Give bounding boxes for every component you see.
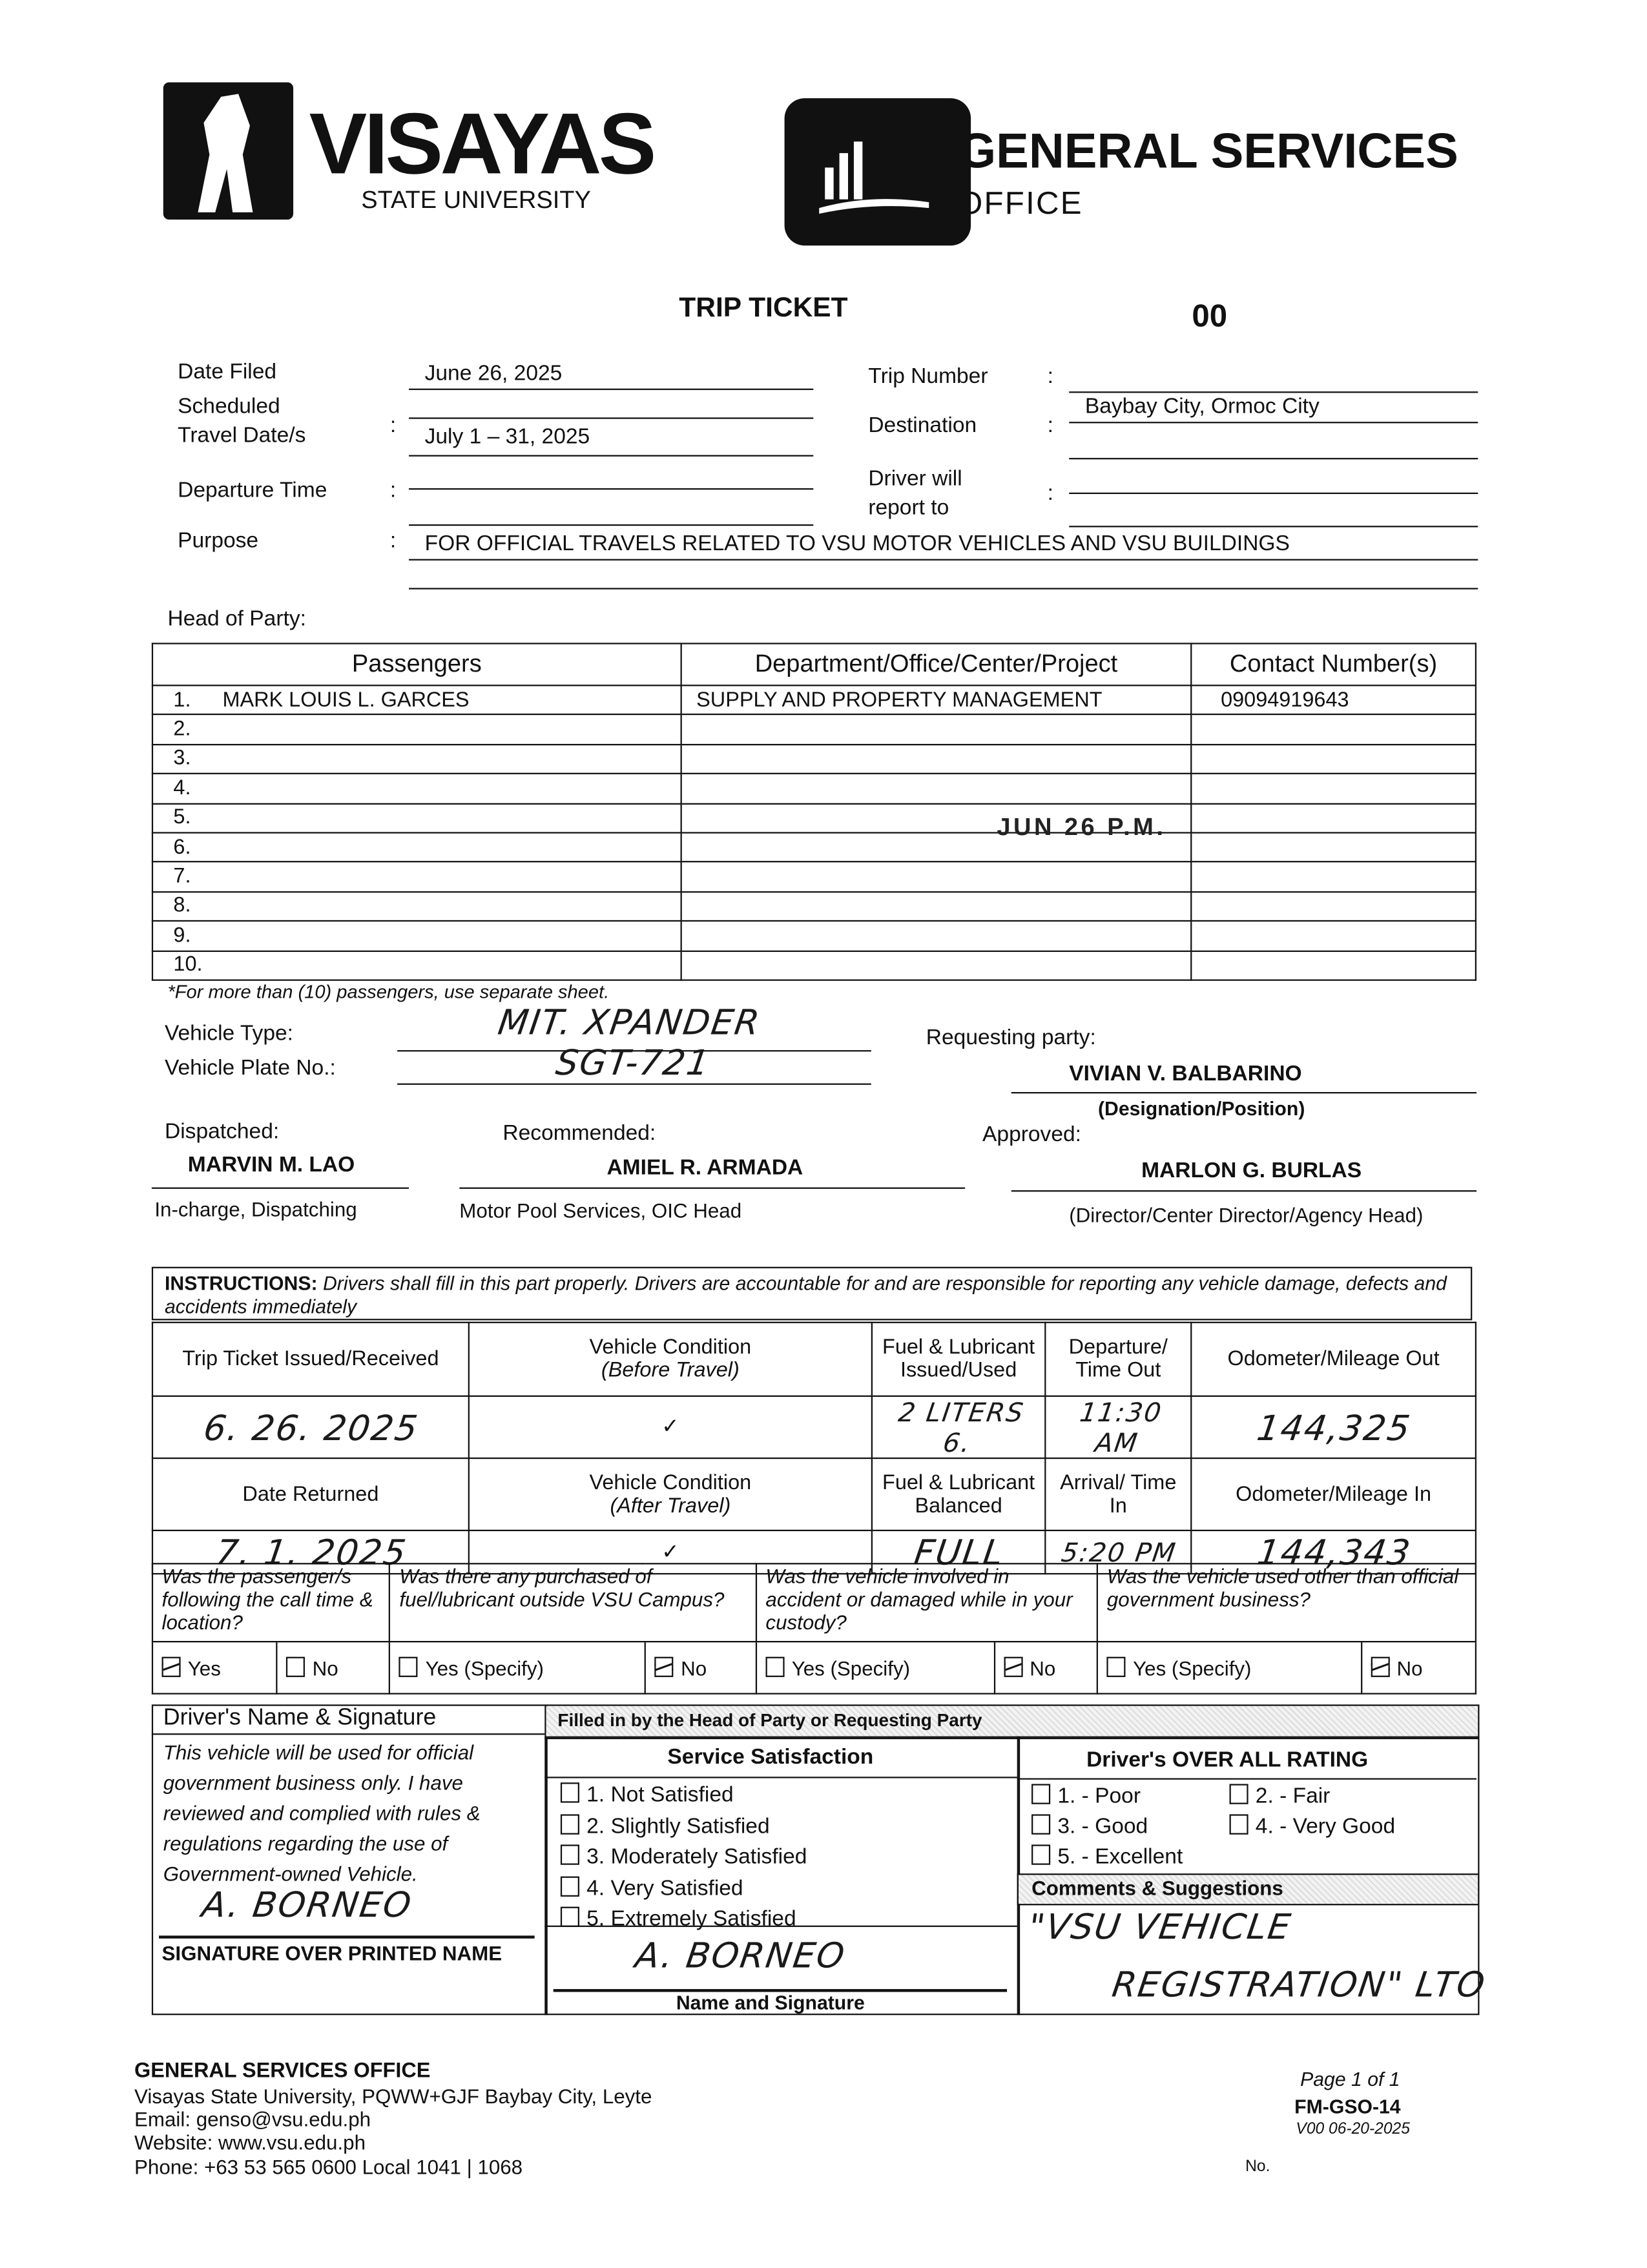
satisfaction-options: [561, 1780, 807, 1935]
option-label: 5. - Excellent: [1057, 1844, 1183, 1870]
ticket-number: 00: [1192, 297, 1228, 334]
instructions-label: INSTRUCTIONS:: [164, 1272, 318, 1295]
torch-figure-icon: [163, 82, 293, 219]
passenger-row: [152, 832, 1476, 862]
driver-report-label-2: report to: [868, 495, 949, 521]
departure-time-field[interactable]: [409, 488, 813, 490]
office-title: GENERAL SERVICES: [957, 124, 1458, 180]
row-number: 3.: [173, 747, 191, 771]
dispatched-label: Dispatched:: [164, 1119, 280, 1144]
passenger-cell[interactable]: [152, 803, 681, 833]
scheduled-label: Scheduled: [178, 394, 280, 419]
footer-address: Visayas State University, PQWW+GJF Baybay City, Leyte: [134, 2084, 652, 2108]
checkbox-icon[interactable]: [561, 1844, 579, 1864]
col-department: Department/Office/Center/Project: [681, 643, 1192, 685]
label: (After Travel): [610, 1494, 731, 1518]
condition-before-header: [469, 1323, 872, 1396]
odometer-out-value[interactable]: 144,325: [1186, 1396, 1480, 1458]
question-3-yes-option[interactable]: [756, 1642, 995, 1694]
time-in-header: Arrival/ Time In: [1045, 1458, 1191, 1531]
odometer-in-value[interactable]: 144,343: [1188, 1531, 1479, 1574]
rating-option[interactable]: [1230, 1814, 1396, 1839]
received-stamp: JUN 26 P.M.: [997, 813, 1166, 841]
divider: [409, 417, 813, 418]
issued-value[interactable]: 6. 26. 2025: [148, 1396, 473, 1458]
recommended-name: AMIEL R. ARMADA: [606, 1155, 803, 1180]
satisfaction-option[interactable]: [561, 1842, 807, 1873]
checkbox-icon[interactable]: [399, 1656, 418, 1676]
question-2-yes-option[interactable]: [390, 1642, 646, 1694]
option-label: Yes (Specify): [1133, 1656, 1252, 1680]
colon: :: [1047, 364, 1054, 389]
divider: [544, 1926, 1017, 1927]
satisfaction-title: Service Satisfaction: [667, 1745, 874, 1770]
contact-cell[interactable]: [1191, 832, 1476, 862]
label: Vehicle Condition: [589, 1471, 752, 1494]
option-label: No: [681, 1656, 707, 1680]
row-number: 1.: [173, 688, 191, 712]
divider: [152, 1733, 544, 1735]
question-4-no-option[interactable]: [1362, 1642, 1476, 1694]
condition-after-check[interactable]: ✓: [469, 1531, 872, 1574]
travel-dates-line: [409, 455, 813, 457]
footer-office: GENERAL SERVICES OFFICE: [134, 2059, 431, 2083]
divider: [1017, 1778, 1476, 1780]
university-name: VISAYAS: [309, 95, 654, 192]
divider: [459, 1188, 965, 1189]
passenger-row: [152, 892, 1476, 922]
office-subtitle: OFFICE: [957, 185, 1083, 222]
row-number: 6.: [173, 836, 191, 860]
driver-header: Driver's Name & Signature: [163, 1706, 437, 1731]
option-label: 1. - Poor: [1057, 1784, 1141, 1809]
passenger-row: [152, 921, 1476, 951]
checkbox-icon[interactable]: [765, 1656, 784, 1676]
checkbox-icon[interactable]: [162, 1656, 181, 1676]
checkbox-icon[interactable]: [286, 1656, 305, 1676]
odometer-in-header: Odometer/Mileage In: [1191, 1458, 1476, 1531]
row-number: 5.: [173, 806, 191, 830]
rating-title: Driver's OVER ALL RATING: [1086, 1747, 1369, 1773]
form-version: V00 06-20-2025: [1296, 2120, 1410, 2138]
colon: :: [1047, 480, 1054, 506]
passenger-row: [152, 774, 1476, 803]
page-title: TRIP TICKET: [679, 293, 848, 324]
purpose-line: [409, 559, 1478, 561]
vehicle-type-value[interactable]: MIT. XPANDER: [495, 1002, 763, 1043]
checkbox-icon[interactable]: [1230, 1784, 1248, 1804]
question-text: Was the vehicle involved in accident or damaged while in your custody?: [756, 1563, 1097, 1642]
approved-role: (Director/Center Director/Agency Head): [1069, 1203, 1424, 1227]
question-text: Was the vehicle used other than official government business?: [1097, 1563, 1476, 1642]
divider: [159, 1935, 535, 1938]
time-out-value[interactable]: 11:30 AM: [1041, 1396, 1196, 1458]
row-number: 2.: [173, 717, 191, 741]
divider: [152, 1188, 409, 1189]
divider: [544, 1777, 1017, 1778]
rating-option[interactable]: [1031, 1814, 1148, 1839]
recommended-role: Motor Pool Services, OIC Head: [459, 1199, 742, 1222]
satisfaction-option[interactable]: [561, 1873, 807, 1904]
option-label: No: [1030, 1656, 1056, 1680]
recommended-label: Recommended:: [502, 1120, 656, 1146]
footer-phone: Phone: +63 53 565 0600 Local 1041 | 1068: [134, 2155, 523, 2179]
divider: [1011, 1190, 1476, 1191]
requesting-signature: A. BORNEO: [632, 1935, 849, 1976]
divider: [409, 524, 813, 526]
divider: [1011, 1092, 1476, 1093]
checkbox-icon[interactable]: [561, 1875, 579, 1895]
travel-dates-label: Travel Date/s: [178, 423, 306, 448]
date-filed-value[interactable]: June 26, 2025: [424, 361, 563, 386]
head-of-party-label: Head of Party:: [167, 606, 306, 632]
option-label: 2. - Fair: [1255, 1784, 1331, 1809]
passenger-cell[interactable]: [152, 715, 681, 745]
contact-cell[interactable]: [1191, 774, 1476, 803]
building-icon: [785, 98, 971, 245]
odometer-out-header: Odometer/Mileage Out: [1191, 1323, 1476, 1396]
vehicle-plate-value[interactable]: SGT-721: [553, 1042, 713, 1084]
department-cell[interactable]: [681, 745, 1192, 774]
comment-line-2[interactable]: REGISTRATION" LTO: [1109, 1964, 1489, 2005]
question-1-yes-option[interactable]: [152, 1642, 277, 1694]
approved-label: Approved:: [982, 1122, 1082, 1148]
satisfaction-option[interactable]: [561, 1904, 807, 1935]
checkbox-icon[interactable]: [1107, 1656, 1126, 1676]
col-contact: Contact Number(s): [1191, 643, 1476, 685]
question-4-yes-option[interactable]: [1097, 1642, 1361, 1694]
row-number: 9.: [173, 924, 191, 947]
label: (Before Travel): [601, 1359, 740, 1383]
destination-value[interactable]: Baybay City, Ormoc City: [1084, 394, 1320, 419]
date-filed-label: Date Filed: [178, 359, 277, 384]
contact-cell[interactable]: [1191, 745, 1476, 774]
checkbox-icon[interactable]: [1031, 1784, 1050, 1804]
colon: :: [389, 413, 397, 438]
driver-signature: A. BORNEO: [199, 1885, 415, 1926]
option-label: 4. Very Satisfied: [586, 1875, 743, 1901]
vehicle-type-label: Vehicle Type:: [164, 1021, 293, 1046]
condition-after-header: [469, 1458, 872, 1531]
travel-dates-value[interactable]: July 1 – 31, 2025: [424, 424, 590, 449]
passenger-row: [152, 951, 1476, 980]
col-passengers: Passengers: [152, 643, 681, 685]
driver-report-field[interactable]: [1069, 493, 1478, 494]
checkbox-icon[interactable]: [561, 1907, 579, 1927]
fuel-issued-value[interactable]: 2 LITERS 6.: [867, 1396, 1050, 1458]
condition-before-check[interactable]: ✓: [469, 1396, 872, 1458]
rating-option[interactable]: [1031, 1784, 1141, 1808]
checkbox-icon[interactable]: [655, 1656, 674, 1676]
contact-cell[interactable]: [1191, 892, 1476, 922]
checkbox-icon[interactable]: [1031, 1844, 1050, 1864]
time-out-header: Departure/ Time Out: [1045, 1323, 1191, 1396]
row-number: 8.: [173, 894, 191, 918]
option-label: Yes: [187, 1656, 221, 1680]
passenger-cell[interactable]: [152, 685, 681, 715]
passenger-row: [152, 803, 1476, 833]
checkbox-icon[interactable]: [1031, 1814, 1050, 1834]
date-filed-line: [409, 389, 813, 390]
satisfaction-option[interactable]: [561, 1780, 807, 1811]
requesting-party-role: (Designation/Position): [1097, 1097, 1305, 1120]
passenger-cell[interactable]: [152, 921, 681, 951]
department-cell[interactable]: [681, 715, 1192, 745]
passengers-table: [152, 643, 1476, 980]
option-label: 4. - Very Good: [1255, 1814, 1396, 1839]
passenger-row: [152, 685, 1476, 715]
question-text: Was the passenger/s following the call time & location?: [152, 1563, 390, 1642]
destination-label: Destination: [868, 413, 977, 438]
checkbox-icon[interactable]: [561, 1782, 579, 1802]
divider: [1069, 458, 1478, 459]
purpose-value[interactable]: FOR OFFICIAL TRAVELS RELATED TO VSU MOTOR VEHICLES AND VSU BUILDINGS: [424, 531, 1290, 557]
contact-cell[interactable]: [1191, 921, 1476, 951]
option-label: 1. Not Satisfied: [586, 1782, 734, 1808]
question-text: Was there any purchased of fuel/lubricant outside VSU Campus?: [390, 1563, 756, 1642]
instructions-box: [152, 1267, 1472, 1321]
checkbox-icon[interactable]: [561, 1813, 579, 1833]
contact-cell[interactable]: [1191, 951, 1476, 980]
returned-header: Date Returned: [152, 1458, 469, 1531]
department-cell[interactable]: [681, 862, 1192, 892]
checkbox-icon[interactable]: [1371, 1656, 1389, 1676]
returned-value[interactable]: 7. 1. 2025: [149, 1531, 471, 1574]
time-in-value[interactable]: 5:20 PM: [1042, 1531, 1194, 1574]
fuel-balanced-header: Fuel & Lubricant Balanced: [872, 1458, 1045, 1531]
passenger-cell[interactable]: [152, 862, 681, 892]
questions-table: [152, 1563, 1476, 1695]
destination-line: [1069, 422, 1478, 423]
fuel-issued-header: Fuel & Lubricant Issued/Used: [872, 1323, 1045, 1396]
fuel-balanced-value[interactable]: FULL: [869, 1531, 1048, 1574]
question-2-no-option[interactable]: [645, 1642, 756, 1694]
label: Vehicle Condition: [589, 1336, 752, 1359]
passenger-cell[interactable]: [152, 832, 681, 862]
rating-option[interactable]: [1031, 1844, 1183, 1869]
row-number: 7.: [173, 865, 191, 889]
requesting-party-label: Requesting party:: [926, 1026, 1096, 1051]
trip-number-label: Trip Number: [868, 364, 988, 389]
name-signature-label: Name and Signature: [676, 1992, 865, 2014]
department-cell[interactable]: SUPPLY AND PROPERTY MANAGEMENT: [681, 685, 1192, 715]
passenger-cell[interactable]: [152, 774, 681, 803]
option-label: 2. Slightly Satisfied: [586, 1813, 770, 1839]
option-label: Yes (Specify): [425, 1656, 544, 1680]
approved-name: MARLON G. BURLAS: [1141, 1158, 1362, 1183]
passenger-row: [152, 745, 1476, 774]
gso-logo-icon: [785, 98, 971, 245]
row-number: 10.: [173, 953, 203, 977]
driver-report-label: Driver will: [868, 466, 962, 491]
option-label: No: [312, 1656, 338, 1680]
purpose-line-2: [409, 588, 1478, 589]
checkbox-icon[interactable]: [1004, 1656, 1022, 1676]
driver-statement: This vehicle will be used for official government business only. I have reviewed and complied with rules & regulations regarding the use of Government-owned Vehicle.: [163, 1740, 481, 1886]
satisfaction-option[interactable]: [561, 1811, 807, 1842]
issued-header: Trip Ticket Issued/Received: [152, 1323, 469, 1396]
passenger-row: [152, 862, 1476, 892]
footer-email[interactable]: Email: genso@vsu.edu.ph: [134, 2107, 371, 2131]
comment-line-1[interactable]: "VSU VEHICLE: [1026, 1906, 1294, 1948]
dispatched-role: In-charge, Dispatching: [154, 1197, 357, 1221]
vehicle-plate-label: Vehicle Plate No.:: [164, 1056, 336, 1081]
department-cell[interactable]: [681, 951, 1192, 980]
divider: [1069, 526, 1478, 527]
option-label: 5. Extremely Satisfied: [586, 1906, 796, 1932]
department-cell[interactable]: [681, 892, 1192, 922]
option-label: 3. - Good: [1057, 1814, 1148, 1839]
driver-signature-label: SIGNATURE OVER PRINTED NAME: [161, 1941, 502, 1965]
passenger-cell[interactable]: [152, 745, 681, 774]
department-cell[interactable]: [681, 921, 1192, 951]
option-label: Yes (Specify): [791, 1656, 911, 1680]
colon: :: [389, 478, 397, 503]
feedback-header-text: Filled in by the Head of Party or Requesting Party: [557, 1710, 982, 1731]
contact-cell[interactable]: [1191, 862, 1476, 892]
requesting-party-name: VIVIAN V. BALBARINO: [1069, 1062, 1302, 1087]
trip-number-field[interactable]: [1069, 391, 1478, 393]
footer-website[interactable]: Website: www.vsu.edu.ph: [134, 2130, 366, 2154]
question-1-no-option[interactable]: [277, 1642, 390, 1694]
trip-log-table: [152, 1322, 1476, 1574]
no-label: No.: [1245, 2158, 1270, 2176]
form-code: FM-GSO-14: [1294, 2096, 1401, 2118]
row-number: 4.: [173, 777, 191, 800]
university-subname: STATE UNIVERSITY: [361, 186, 591, 214]
option-label: 3. Moderately Satisfied: [586, 1844, 807, 1870]
question-3-no-option[interactable]: [994, 1642, 1097, 1694]
department-cell[interactable]: [681, 774, 1192, 803]
purpose-label: Purpose: [178, 528, 259, 553]
comments-title: Comments & Suggestions: [1031, 1876, 1283, 1900]
contact-cell[interactable]: 09094919643: [1191, 685, 1476, 715]
contact-cell[interactable]: [1191, 803, 1476, 833]
passenger-cell[interactable]: [152, 951, 681, 980]
departure-time-label: Departure Time: [178, 478, 327, 503]
dispatched-name: MARVIN M. LAO: [187, 1152, 355, 1177]
contact-cell[interactable]: [1191, 715, 1476, 745]
passenger-row: [152, 715, 1476, 745]
colon: :: [389, 528, 397, 553]
passenger-cell[interactable]: [152, 892, 681, 922]
rating-option[interactable]: [1230, 1784, 1331, 1808]
instructions-text: Drivers shall fill in this part properly. Drivers are accountable for and are responsible for reporting any vehicle damage, defects and accidents immediately: [164, 1272, 1447, 1317]
colon: :: [1047, 413, 1054, 438]
option-label: No: [1396, 1656, 1423, 1680]
page-number: Page 1 of 1: [1300, 2068, 1400, 2090]
checkbox-icon[interactable]: [1230, 1814, 1248, 1834]
vehicle-plate-line: [397, 1084, 871, 1085]
passenger-note: *For more than (10) passengers, use separate sheet.: [167, 980, 610, 1003]
vsu-logo-icon: [163, 82, 293, 219]
passenger-name: MARK LOUIS L. GARCES: [222, 688, 470, 712]
